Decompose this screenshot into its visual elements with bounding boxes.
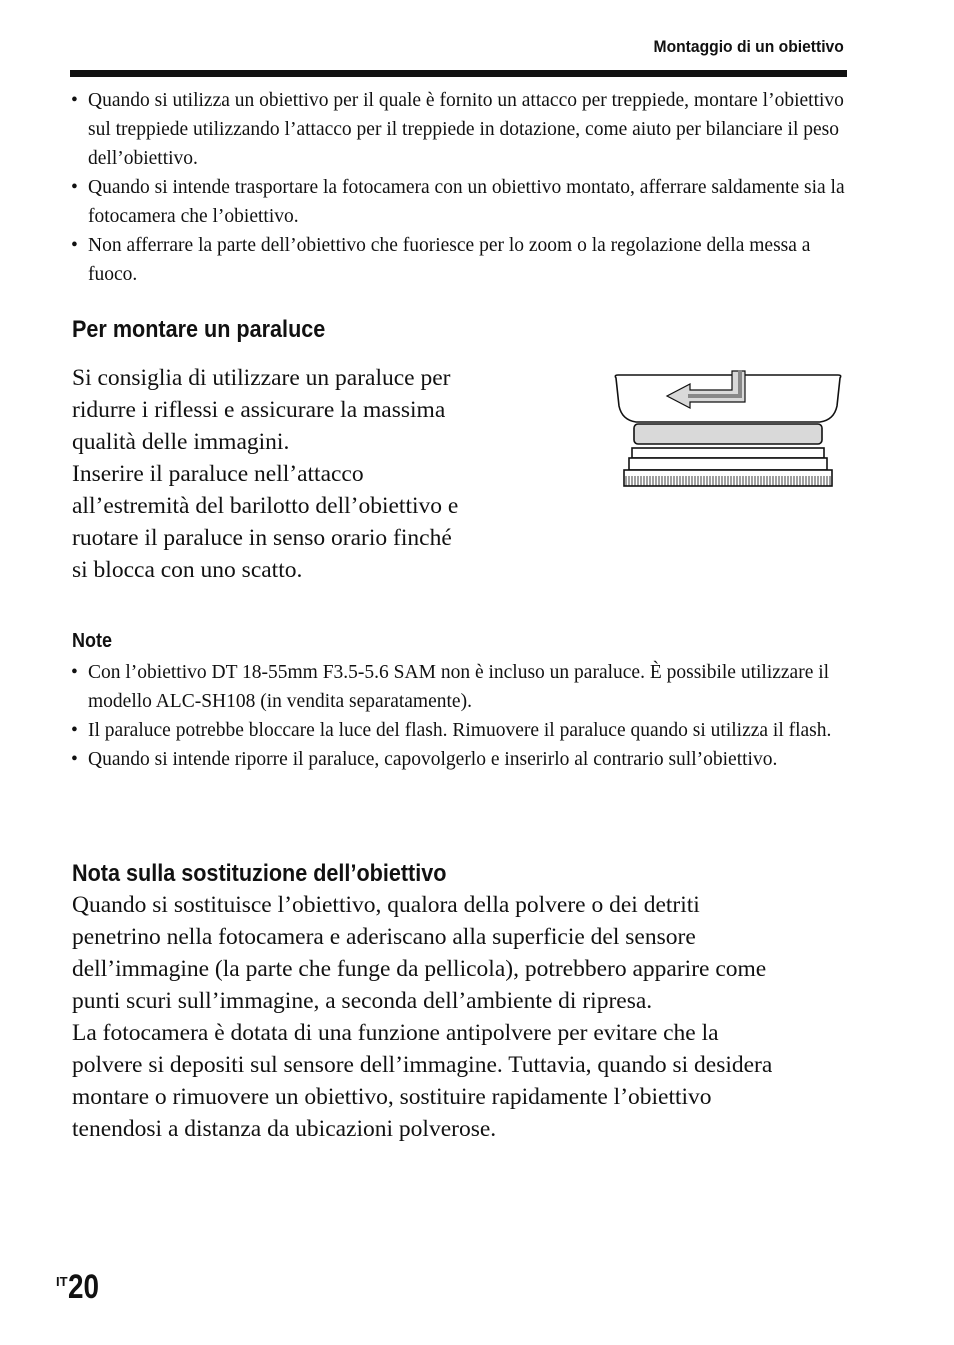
list-item: • Il paraluce potrebbe bloccare la luce del flash. Rimuovere il paraluce quando si utilizza il flash. bbox=[70, 716, 846, 745]
text-line: polvere si depositi sul sensore dell’immagine. Tuttavia, quando si desidera bbox=[72, 1052, 773, 1078]
notes-bullet-list bbox=[70, 658, 846, 774]
page-language-code: IT bbox=[56, 1274, 68, 1289]
text-line: qualità delle immagini. bbox=[72, 429, 290, 455]
list-item: • Con l’obiettivo DT 18-55mm F3.5-5.6 SAM non è incluso un paraluce. È possibile utilizzare il modello ALC-SH108 (in vendita separatamente). bbox=[70, 658, 846, 716]
header-rule bbox=[70, 70, 847, 77]
page-number bbox=[56, 1268, 105, 1307]
list-item: • Quando si utilizza un obiettivo per il quale è fornito un attacco per treppiede, montare l’obiettivo sul treppiede utilizzando l’attacco per il treppiede in dotazione, come aiuto per bilanciare il peso dell’obiettivo. bbox=[70, 86, 846, 173]
lens-hood-illustration bbox=[612, 368, 844, 490]
list-item: • Quando si intende riporre il paraluce, capovolgerlo e inserirlo al contrario sull’obiettivo. bbox=[70, 745, 846, 774]
intro-bullet-list bbox=[70, 86, 846, 289]
list-item: • Quando si intende trasportare la fotocamera con un obiettivo montato, afferrare saldamente sia la fotocamera che l’obiettivo. bbox=[70, 173, 846, 231]
hood-section-text bbox=[72, 362, 458, 586]
text-line: tenendosi a distanza da ubicazioni polverose. bbox=[72, 1116, 497, 1142]
hood-section-heading: Per montare un paraluce bbox=[72, 316, 326, 343]
text-line: ridurre i riflessi e assicurare la massima bbox=[72, 397, 446, 423]
text-line: ruotare il paraluce in senso orario finché bbox=[72, 525, 452, 551]
list-item: • Non afferrare la parte dell’obiettivo che fuoriesce per lo zoom o la regolazione della messa a fuoco. bbox=[70, 231, 846, 289]
text-line: punti scuri sull’immagine, a seconda dell’ambiente di ripresa. bbox=[72, 988, 653, 1014]
text-line: La fotocamera è dotata di una funzione antipolvere per evitare che la bbox=[72, 1020, 719, 1046]
lens-change-section-text bbox=[72, 889, 772, 1145]
notes-label: Note bbox=[72, 630, 113, 652]
text-line: Inserire il paraluce nell’attacco bbox=[72, 461, 364, 487]
lens-change-section-heading: Nota sulla sostituzione dell’obiettivo bbox=[72, 860, 447, 887]
running-header-title: Montaggio di un obiettivo bbox=[653, 37, 844, 56]
text-line: all’estremità del barilotto dell’obiettivo e bbox=[72, 493, 459, 519]
text-line: penetrino nella fotocamera e aderiscano alla superficie del sensore bbox=[72, 924, 696, 950]
text-line: Si consiglia di utilizzare un paraluce per bbox=[72, 365, 451, 391]
text-line: dell’immagine (la parte che funge da pellicola), potrebbero apparire come bbox=[72, 956, 767, 982]
text-line: si blocca con uno scatto. bbox=[72, 557, 303, 583]
text-line: Quando si sostituisce l’obiettivo, qualora della polvere o dei detriti bbox=[72, 892, 700, 918]
text-line: montare o rimuovere un obiettivo, sostituire rapidamente l’obiettivo bbox=[72, 1084, 712, 1110]
page-number-value: 20 bbox=[67, 1268, 99, 1306]
